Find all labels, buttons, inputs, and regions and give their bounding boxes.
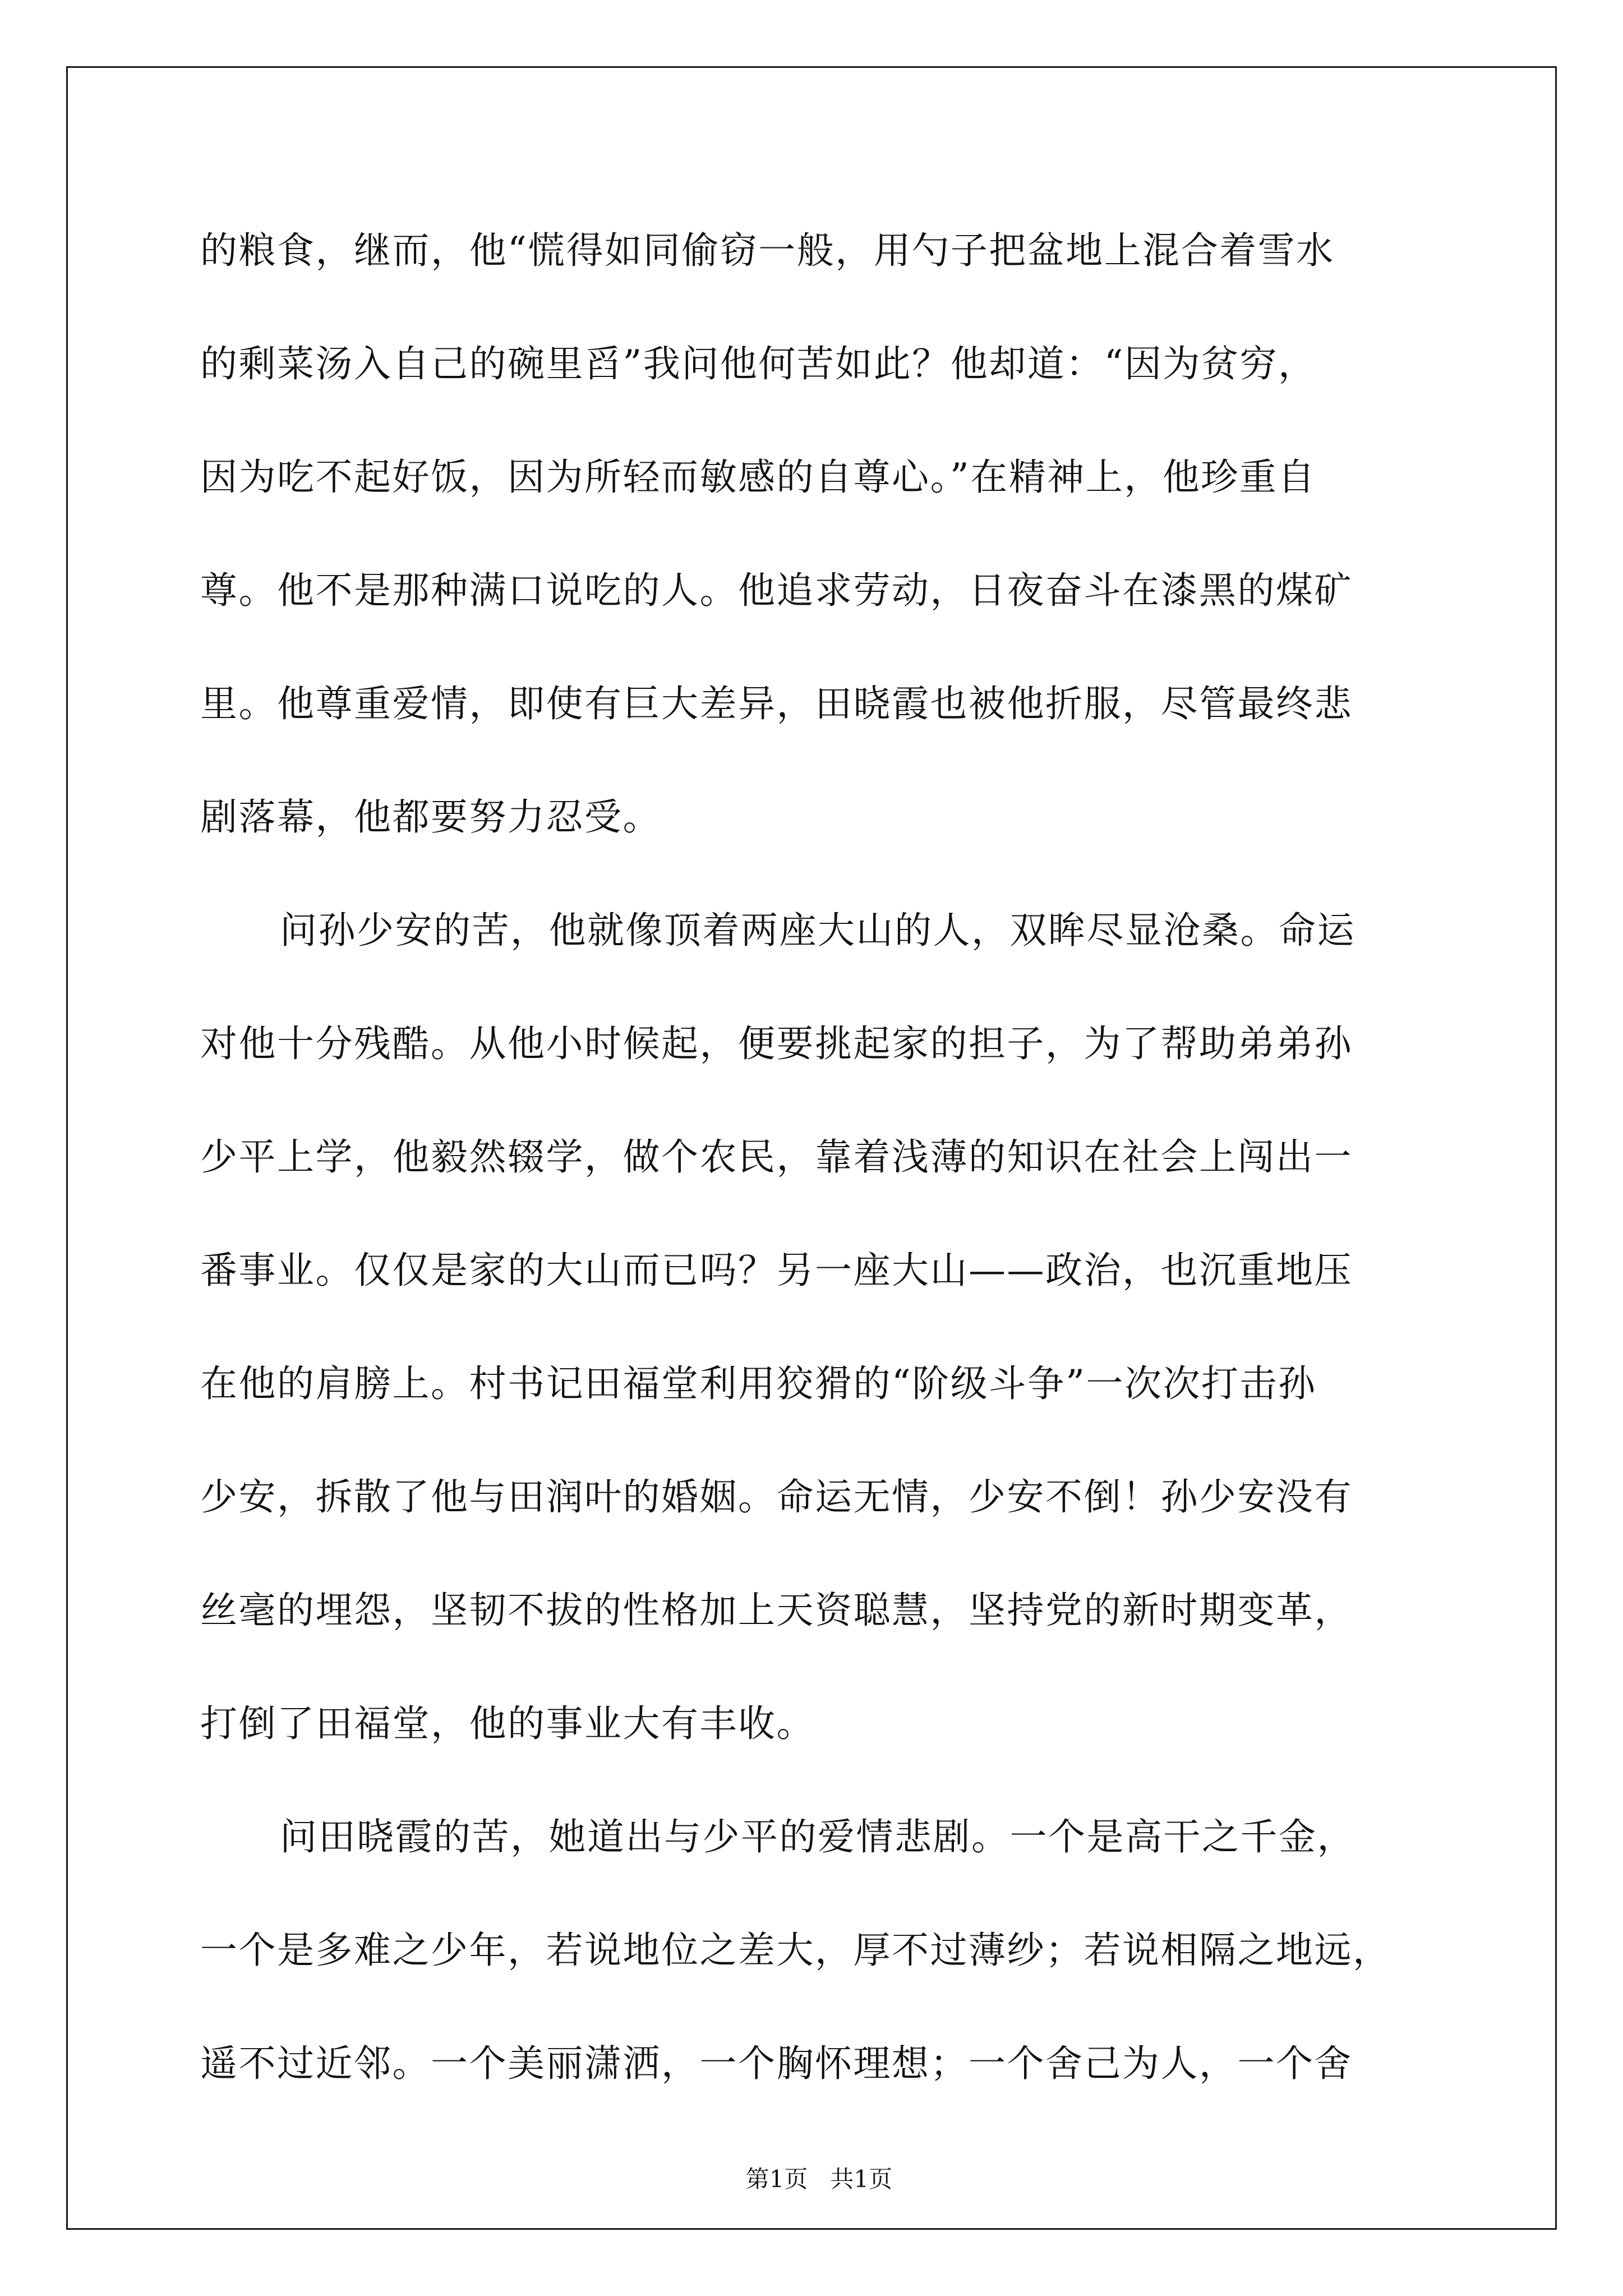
text-line: 尊。他不是那种满口说吃的人。他追求劳动，日夜奋斗在漆黑的煤矿 [200, 569, 1353, 612]
text-line: 在他的肩膀上。村书记田福堂利用狡猾的“阶级斗争”一次次打击孙 [200, 1362, 1317, 1405]
text-line: 少安，拆散了他与田润叶的婚姻。命运无情，少安不倒！孙少安没有 [200, 1475, 1353, 1519]
text-line: 一个是多难之少年，若说地位之差大，厚不过薄纱；若说相隔之地远， [200, 1929, 1391, 1972]
text-line: 少平上学，他毅然辍学，做个农民，靠着浅薄的知识在社会上闯出一 [200, 1135, 1353, 1179]
text-line: 对他十分残酷。从他小时候起，便要挑起家的担子，为了帮助弟弟孙 [200, 1022, 1353, 1065]
text-line: 的粮食，继而，他“慌得如同偷窃一般，用勺子把盆地上混合着雪水 [200, 229, 1335, 272]
paragraph-first-line: 问田晓霞的苦，她道出与少平的爱情悲剧。一个是高干之千金， [280, 1815, 1355, 1858]
text-line: 里。他尊重爱情，即使有巨大差异，田晓霞也被他折服，尽管最终悲 [200, 682, 1353, 725]
text-line: 剧落幕，他都要努力忍受。 [200, 795, 661, 839]
page-number-label: 第1页 共1页 [745, 2165, 893, 2193]
text-line: 打倒了田福堂，他的事业大有丰收。 [200, 1702, 815, 1745]
document-body [200, 213, 1445, 2139]
paragraph-first-line: 问孙少安的苦，他就像顶着两座大山的人，双眸尽显沧桑。命运 [280, 909, 1355, 952]
text-line: 因为吃不起好饭，因为所轻而敏感的自尊心。”在精神上，他珍重自 [200, 455, 1316, 499]
text-line: 丝毫的埋怨，坚韧不拔的性格加上天资聪慧，坚持党的新时期变革， [200, 1589, 1353, 1632]
text-line: 的剩菜汤入自己的碗里舀”我问他何苦如此？他却道：“因为贫穷， [200, 342, 1317, 385]
text-line: 番事业。仅仅是家的大山而已吗？另一座大山——政治，也沉重地压 [200, 1249, 1353, 1292]
text-line: 遥不过近邻。一个美丽潇洒，一个胸怀理想；一个舍己为人，一个舍 [200, 2042, 1353, 2085]
page-footer [0, 2129, 1623, 2196]
